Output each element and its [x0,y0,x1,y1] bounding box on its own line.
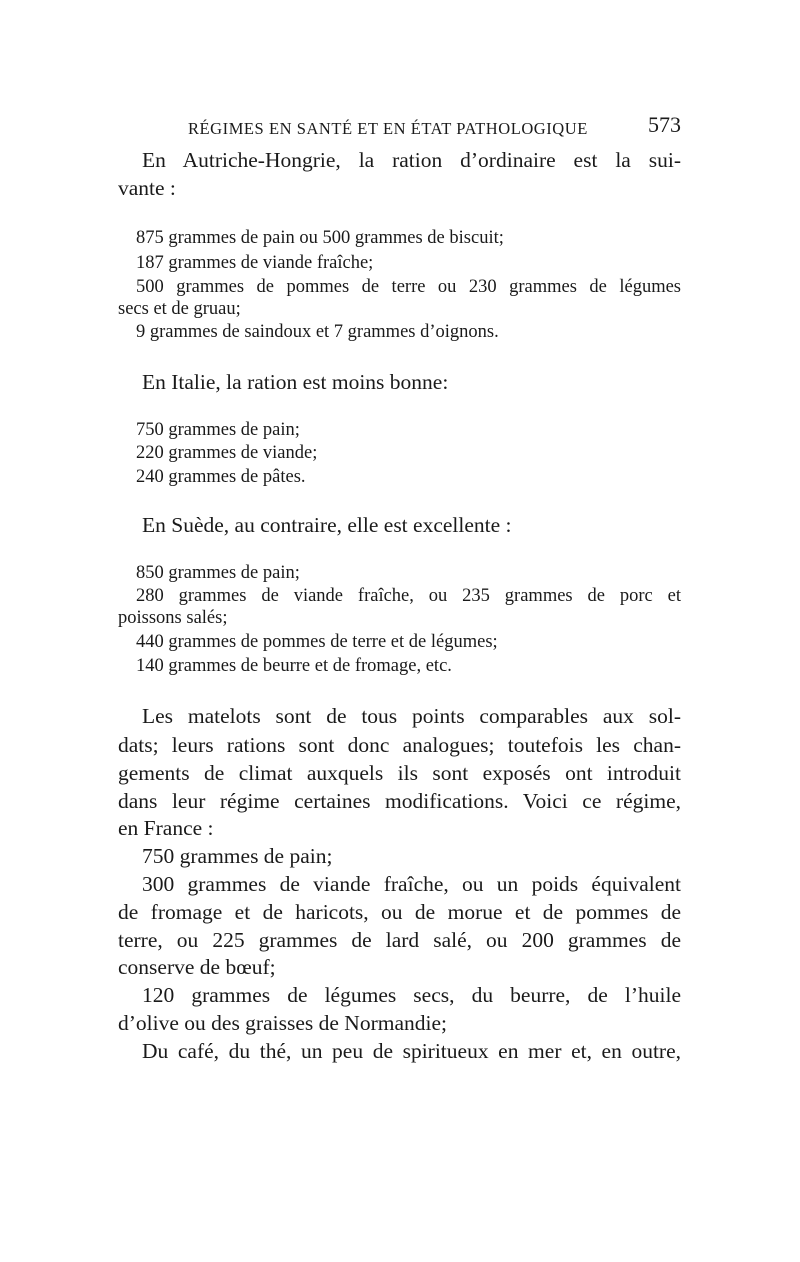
italy-item-meat: 220 grammes de viande; [136,443,318,463]
italy-item-pasta: 240 grammes de pâtes. [136,467,306,487]
sailors-item-coffee: Du café, du thé, un peu de spiritueux en mer et, en outre, [142,1039,681,1063]
sailors-item-meat-cont-2: terre, ou 225 grammes de lard salé, ou 200 grammes de [118,928,681,952]
sailors-line-4: dans leur régime certaines modifications. Voici ce régime, [118,789,681,813]
page-header [118,112,681,139]
italy-intro: En Italie, la ration est moins bonne: [142,370,449,394]
sailors-line-1: Les matelots sont de tous points comparables aux sol- [142,704,681,728]
sailors-item-meat-cont-1: de fromage et de haricots, ou de morue et de pommes de [118,900,681,924]
sailors-item-meat-cont-3: conserve de bœuf; [118,955,276,979]
sweden-item-meat-cont: poissons salés; [118,608,228,628]
sweden-item-butter: 140 grammes de beurre et de fromage, etc. [136,656,452,676]
austria-item-potatoes: 500 grammes de pommes de terre ou 230 grammes de légumes [136,277,681,297]
running-head: RÉGIMES EN SANTÉ ET EN ÉTAT PATHOLOGIQUE [188,119,588,138]
austria-item-lard: 9 grammes de saindoux et 7 grammes d’oignons. [136,322,499,342]
austria-intro-line-2: vante : [118,176,176,200]
sweden-item-potatoes: 440 grammes de pommes de terre et de légumes; [136,632,498,652]
sweden-intro: En Suède, au contraire, elle est excellente : [142,513,512,537]
sailors-item-meat: 300 grammes de viande fraîche, ou un poids équivalent [142,872,681,896]
sweden-item-bread: 850 grammes de pain; [136,563,300,583]
sailors-item-vegetables-cont: d’olive ou des graisses de Normandie; [118,1011,447,1035]
austria-item-bread: 875 grammes de pain ou 500 grammes de biscuit; [136,228,504,248]
austria-item-potatoes-cont: secs et de gruau; [118,299,241,319]
austria-item-meat: 187 grammes de viande fraîche; [136,253,374,273]
austria-intro-line-1: En Autriche-Hongrie, la ration d’ordinaire est la sui- [142,148,681,172]
sailors-line-5: en France : [118,816,214,840]
sweden-item-meat: 280 grammes de viande fraîche, ou 235 grammes de porc et [136,586,681,606]
italy-item-bread: 750 grammes de pain; [136,420,300,440]
sailors-item-bread: 750 grammes de pain; [142,844,333,868]
page-number: 573 [648,112,681,137]
sailors-line-3: gements de climat auxquels ils sont exposés ont introduit [118,761,681,785]
sailors-line-2: dats; leurs rations sont donc analogues; toutefois les chan- [118,733,681,757]
sailors-item-vegetables: 120 grammes de légumes secs, du beurre, de l’huile [142,983,681,1007]
